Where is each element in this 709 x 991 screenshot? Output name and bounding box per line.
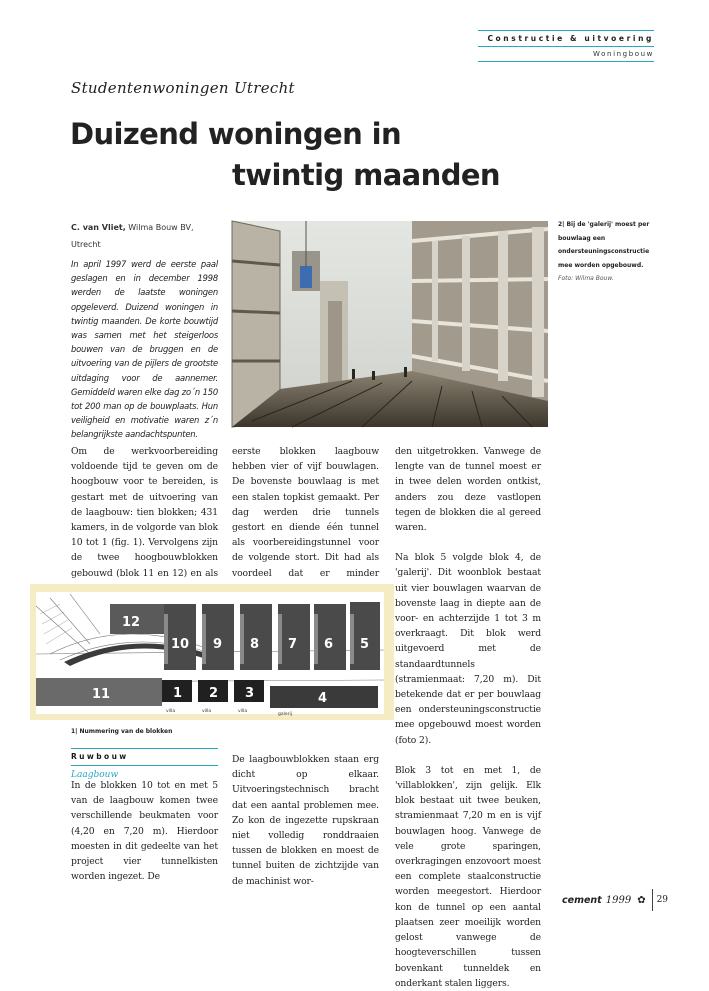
plan-label-8: 8 (250, 637, 260, 652)
body-paragraph: Om de werkvoorbereiding voldoende tijd te geven om de hoogbouw voor te bereiden, is gestart met de uitvoering van de laagbouw: tien blokken; 431 kamers, in de volgorde van blok 10 tot 1 (fig. 1). Vervolgens zijn de twee hoogbouwblokken gebouwd (blok 11 en 12) en als (71, 446, 218, 579)
plan-label-6: 6 (324, 637, 334, 652)
page-number: 29 (656, 895, 669, 905)
plan-label-1: 1 (173, 686, 183, 701)
section-rule-bottom (71, 765, 218, 766)
plan-label-7: 7 (288, 637, 298, 652)
plan-small-label-villa-1: villa (166, 709, 176, 714)
header-rule-bottom (478, 61, 654, 62)
article-title-line2: twintig maanden (232, 158, 500, 192)
plan-label-4: 4 (318, 691, 328, 706)
body-paragraph: In de blokken 10 tot en met 5 van de laagbouw komen twee verschillende beukmaten voor (4,20 en 7,20 m). Hierdoor moesten in dit gedeelte van het project vier tunnelkisten worden ingezet. De (71, 780, 218, 883)
article-title-line1: Duizend woningen in (70, 117, 402, 151)
publication-year: 1999 (605, 894, 632, 906)
site-plan-drawing (30, 584, 394, 720)
section-heading-box (71, 748, 218, 780)
header-section: Constructie & uitvoering (487, 34, 654, 43)
body-column-3 (395, 444, 541, 991)
figure-caption-text: 1| Nummering van de blokken (71, 728, 173, 735)
plan-label-12: 12 (122, 615, 141, 630)
plan-label-5: 5 (360, 637, 370, 652)
article-kicker: Studentenwoningen Utrecht (71, 79, 295, 97)
running-header (478, 30, 654, 62)
construction-photo (232, 221, 548, 427)
figure-caption (71, 728, 218, 735)
body-paragraph: eerste blokken laagbouw hebben vier of vijf bouwlagen. De bovenste bouwlaag is met een stalen topkist gemaakt. Per dag werden drie tunnels gestort en diende één tunnel als voorbereidingstunnel voor de volgende stort. Dit had als voordeel dat er minder (232, 446, 379, 579)
author-city: Utrecht (71, 240, 101, 249)
photo-caption-text: 2| Bij de 'galerij' moest per bouwlaag een ondersteuningsconstructie mee worden opgebouwd. (558, 221, 650, 269)
section-subheading: Laagbouw (71, 770, 119, 780)
plan-label-10: 10 (171, 637, 190, 652)
plan-small-label-villa-3: villa (238, 709, 248, 714)
publication-name: cement (562, 894, 602, 906)
byline (71, 219, 221, 253)
plan-small-label-galerij: galerij (278, 712, 292, 717)
photo-credit: Foto: Wilma Bouw. (558, 275, 614, 282)
plan-label-9: 9 (213, 637, 223, 652)
header-subsection: Woningbouw (593, 50, 654, 58)
construction-photo-image (232, 221, 548, 427)
plan-small-label-villa-2: villa (202, 709, 212, 714)
body-column-1-lower (71, 778, 218, 884)
author-affiliation: Wilma Bouw BV, (125, 223, 194, 232)
page-footer (562, 889, 668, 911)
author-name: C. van Vliet, (71, 223, 126, 232)
body-paragraph: den uitgetrokken. Vanwege de lengte van de tunnel moest er in twee delen worden ontkist, anders zou deze vastlopen tegen de blokken die al gereed waren. (395, 446, 541, 534)
site-plan-figure (30, 584, 394, 720)
photo-caption (558, 218, 658, 286)
body-paragraph: De laagbouwblokken staan erg dicht op elkaar. Uitvoeringstechnisch bracht dat een aantal problemen mee. Zo kon de ingezette rupskraan niet volledig ronddraaien tussen de blokken en moest de tunnel buiten de zichtzijde van de machinist wor- (232, 754, 379, 887)
body-column-2 (232, 444, 379, 596)
plan-label-11: 11 (92, 687, 111, 702)
article-intro: In april 1997 werd de eerste paal geslagen en in december 1998 werden de laatste woningen opgeleverd. Duizend woningen in twintig maanden. De korte bouwtijd was samen met het steigerloos bouwen van de bruggen en de uitvoering van de pijlers de grootste uitdaging voor de aannemer. Gemiddeld waren elke dag zo´n 150 tot 200 man op de bouwplaats. Hun veiligheid en motivatie waren z´n belangrijkste aandachtspunten. (71, 259, 218, 440)
body-column-2-lower (232, 752, 379, 889)
body-paragraph: Blok 3 tot en met 1, de 'villablokken', zijn gelijk. Elk blok bestaat uit twee beuken, stramienmaat 7,20 m en is vijf bouwlagen hoog. Vanwege de vele grote sparingen, overkragingen enzovoort moest een complete staalconstructie worden meegestort. Hierdoor kon de tunnel op een aantal plaatsen zeer moeilijk worden gelost vanwege de hoogteverschillen tussen bovenkant tunneldek en onderkant stalen liggers. (395, 764, 541, 989)
body-paragraph: Na blok 5 volgde blok 4, de 'galerij'. Dit woonblok bestaat uit vier bouwlagen waarvan de bovenste laag in diepte aan de voor- en achterzijde 1 tot 3 m overkraagt. Dit blok werd uitgevoerd met de standaardtunnels (stramienmaat: 7,20 m). Dit betekende dat er per bouwlaag een ondersteuningsconstructie mee opgebouwd moest worden (foto 2). (395, 552, 541, 746)
footer-divider (652, 889, 653, 911)
section-heading: Ruwbouw (71, 752, 129, 761)
ornament-icon: ✿ (637, 894, 646, 906)
plan-label-3: 3 (245, 686, 255, 701)
plan-label-2: 2 (209, 686, 219, 701)
